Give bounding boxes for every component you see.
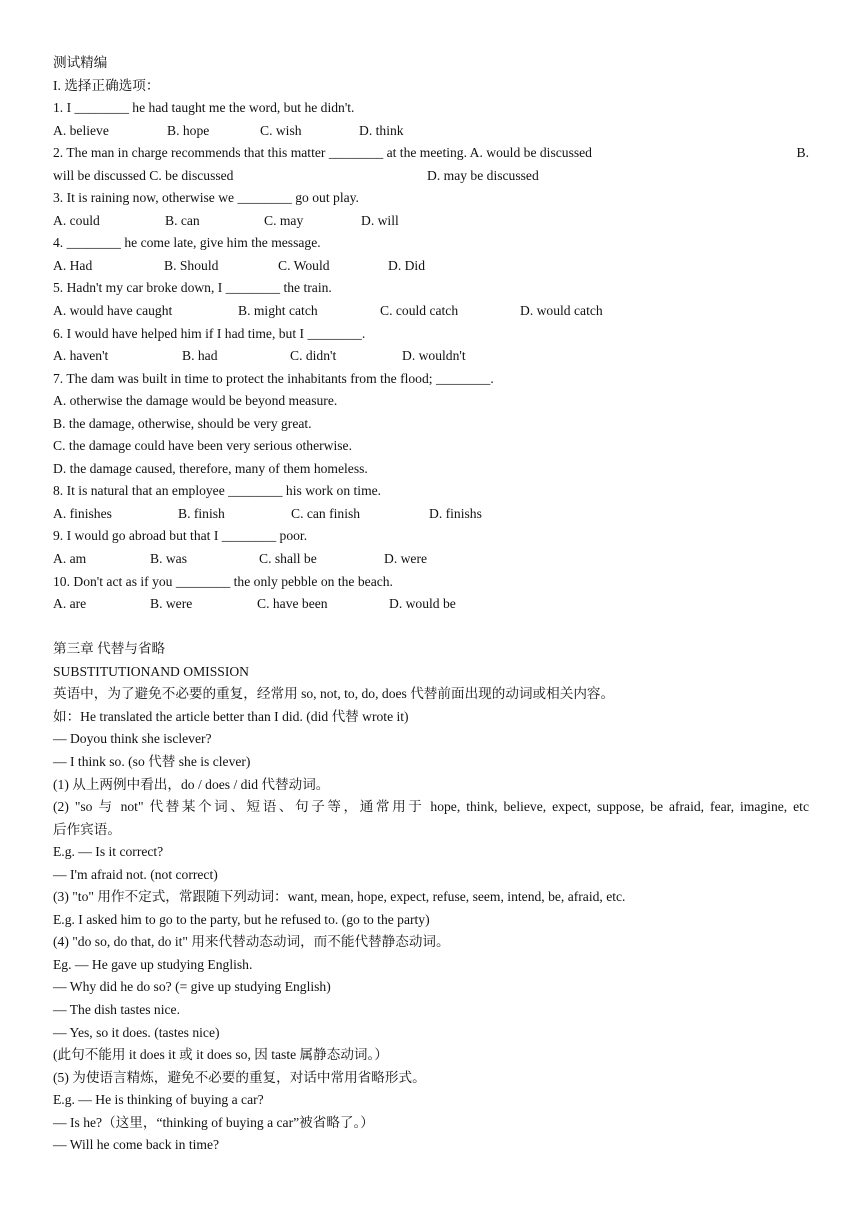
option: B. finish (178, 505, 225, 521)
option: B. Should (164, 257, 219, 273)
paragraph-line: (4) "do so, do that, do it" 用来代替动态动词，而不能代替静态动词。 (53, 934, 450, 950)
option: D. wouldn't (402, 348, 466, 364)
question-stem (53, 142, 809, 165)
option-row (53, 345, 809, 368)
option: A. believe (53, 122, 109, 138)
option: D. Did (388, 257, 426, 273)
chapter-subtitle: SUBSTITUTIONAND OMISSION (53, 663, 249, 679)
option: A. are (53, 596, 87, 612)
option-b-label: B. (796, 145, 809, 161)
option-row (53, 120, 809, 143)
option-row (53, 300, 809, 323)
option: A. finishes (53, 505, 112, 521)
question-stem: 7. The dam was built in time to protect the inhabitants from the flood; ________. (53, 370, 494, 386)
option: B. had (182, 348, 218, 364)
option: B. the damage, otherwise, should be very great. (53, 415, 312, 431)
option: B. might catch (238, 303, 318, 319)
option: D. would be (389, 596, 456, 612)
dialogue-line: — Why did he do so? (= give up studying English) (53, 979, 331, 995)
option: A. Had (53, 257, 93, 273)
question-stem: 5. Hadn't my car broke down, I ________ the train. (53, 280, 332, 296)
example-line: E.g. I asked him to go to the party, but he refused to. (go to the party) (53, 911, 430, 927)
option: A. otherwise the damage would be beyond measure. (53, 393, 338, 409)
question-stem: 8. It is natural that an employee ________ his work on time. (53, 483, 382, 499)
option: D. would catch (520, 303, 603, 319)
dialogue-line: — Will he come back in time? (53, 1137, 220, 1153)
option: C. have been (257, 596, 328, 612)
spacer (53, 616, 809, 639)
document-page (53, 52, 809, 1157)
option: B. was (150, 551, 188, 567)
section-heading: I. 选择正确选项： (53, 77, 160, 93)
option: B. hope (167, 122, 210, 138)
question-stem: 1. I ________ he had taught me the word, but he didn't. (53, 100, 355, 116)
option-row (53, 255, 809, 278)
paragraph-line: (5) 为使语言精炼，避免不必要的重复，对话中常用省略形式。 (53, 1069, 426, 1085)
option: B. were (150, 596, 193, 612)
question-stem-continued (53, 165, 809, 188)
option: D. the damage caused, therefore, many of them homeless. (53, 460, 368, 476)
paragraph-line: (3) "to" 用作不定式，常跟随下列动词：want, mean, hope, expect, refuse, seem, intend, be, afraid, etc. (53, 889, 626, 905)
document-title: 测试精编 (53, 55, 108, 70)
option: C. can finish (291, 505, 361, 521)
option: C. Would (278, 257, 330, 273)
question-stem: 10. Don't act as if you ________ the only pebble on the beach. (53, 573, 393, 589)
option: C. shall be (259, 551, 317, 567)
option: C. may (264, 212, 304, 228)
option: B. can (165, 212, 200, 228)
dialogue-line: — I think so. (so 代替 she is clever) (53, 753, 251, 769)
dialogue-line: — The dish tastes nice. (53, 1001, 180, 1017)
option: D. may be discussed (427, 167, 539, 183)
example-line: Eg. — He gave up studying English. (53, 956, 253, 972)
question-stem-line2: will be discussed C. be discussed (53, 167, 234, 183)
option: A. haven't (53, 348, 109, 364)
option: A. am (53, 551, 87, 567)
dialogue-line: — Yes, so it does. (tastes nice) (53, 1024, 220, 1040)
paragraph-line: 后作宾语。 (53, 821, 121, 837)
example-line: E.g. — He is thinking of buying a car? (53, 1092, 264, 1108)
option-row (53, 593, 809, 616)
option: A. would have caught (53, 303, 173, 319)
option-row (53, 210, 809, 233)
question-stem: 6. I would have helped him if I had time, but I ________. (53, 325, 366, 341)
option: D. think (359, 122, 404, 138)
paragraph-line: (2) "so 与 not" 代替某个词、短语、句子等，通常用于 hope, think, believe, expect, suppose, be afraid, fear, imagine, etc (53, 799, 809, 815)
question-stem: 4. ________ he come late, give him the message. (53, 235, 321, 251)
chapter-title: 第三章 代替与省略 (53, 641, 166, 657)
option: D. finishs (429, 505, 482, 521)
dialogue-line: — Is he?（这里，“thinking of buying a car”被省略了。） (53, 1114, 374, 1130)
question-stem-line1: 2. The man in charge recommends that this matter ________ at the meeting. A. would be discussed (53, 145, 592, 161)
option: D. will (361, 212, 399, 228)
question-stem: 3. It is raining now, otherwise we ________ go out play. (53, 190, 359, 206)
option-row (53, 503, 809, 526)
option: A. could (53, 212, 100, 228)
option: C. the damage could have been very serious otherwise. (53, 438, 352, 454)
option: C. wish (260, 122, 302, 138)
note-line: (此句不能用 it does it 或 it does so, 因 taste 属静态动词。） (53, 1047, 388, 1063)
option-row (53, 548, 809, 571)
paragraph-line: 英语中，为了避免不必要的重复，经常用 so, not, to, do, does 代替前面出现的动词或相关内容。 (53, 686, 615, 702)
paragraph-line: 如：He translated the article better than I did. (did 代替 wrote it) (53, 708, 409, 724)
example-line: E.g. — Is it correct? (53, 844, 164, 860)
paragraph-line: (1) 从上两例中看出，do / does / did 代替动词。 (53, 776, 330, 792)
dialogue-line: — Doyou think she isclever? (53, 731, 212, 747)
option: C. could catch (380, 303, 459, 319)
option: C. didn't (290, 348, 337, 364)
dialogue-line: — I'm afraid not. (not correct) (53, 866, 218, 882)
question-stem: 9. I would go abroad but that I ________ poor. (53, 528, 308, 544)
option: D. were (384, 551, 428, 567)
